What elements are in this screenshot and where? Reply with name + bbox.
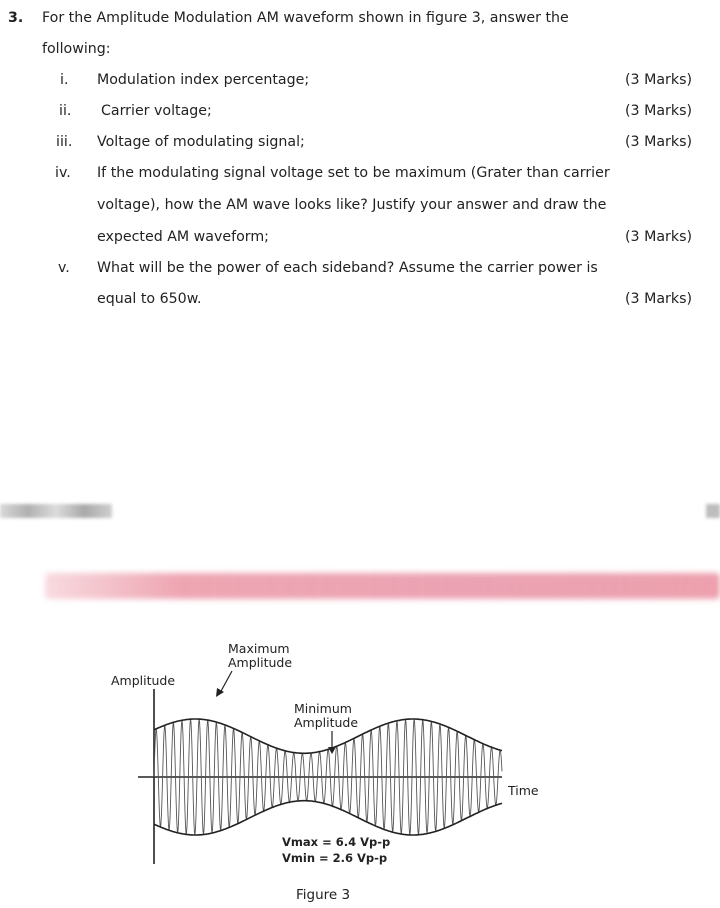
item-i-numeral: i.: [60, 72, 69, 88]
vmax-label: Vmax = 6.4 Vp-p: [282, 835, 391, 849]
item-ii-numeral: ii.: [59, 103, 72, 119]
min-amplitude-label-1: Minimum: [294, 701, 352, 716]
item-v-line2: equal to 650w.: [97, 291, 202, 307]
item-iii-marks: (3 Marks): [625, 134, 692, 150]
question-stem-line1: For the Amplitude Modulation AM waveform shown in figure 3, answer the: [42, 10, 569, 26]
max-arrow-line: [220, 671, 232, 693]
item-iv-numeral: iv.: [55, 165, 71, 181]
min-amplitude-label-2: Amplitude: [294, 715, 359, 730]
redaction-band: [45, 573, 720, 599]
y-axis-label: Amplitude: [111, 673, 176, 688]
item-ii-text: Carrier voltage;: [101, 103, 212, 119]
item-iv-marks: (3 Marks): [625, 229, 692, 245]
item-i-text: Modulation index percentage;: [97, 72, 310, 88]
item-i-marks: (3 Marks): [625, 72, 692, 88]
max-arrow-head: [216, 688, 224, 697]
redaction-gray: [0, 504, 112, 518]
item-v-line1: What will be the power of each sideband? Assume the carrier power is: [97, 260, 598, 276]
vmin-label: Vmin = 2.6 Vp-p: [282, 851, 388, 865]
question-stem-line2: following:: [42, 41, 111, 57]
figure-caption: Figure 3: [296, 887, 351, 903]
redaction-gray-right: [706, 504, 720, 518]
item-v-numeral: v.: [58, 260, 70, 276]
item-iii-numeral: iii.: [56, 134, 73, 150]
max-amplitude-label-2: Amplitude: [228, 655, 293, 670]
lower-envelope: [154, 801, 502, 835]
question-number: 3.: [8, 10, 24, 26]
item-iv-line2: voltage), how the AM wave looks like? Justify your answer and draw the: [97, 197, 607, 213]
item-ii-marks: (3 Marks): [625, 103, 692, 119]
item-iii-text: Voltage of modulating signal;: [97, 134, 305, 150]
max-amplitude-label-1: Maximum: [228, 641, 290, 656]
item-iv-line3: expected AM waveform;: [97, 229, 269, 245]
am-waveform-figure: [0, 600, 720, 908]
item-v-marks: (3 Marks): [625, 291, 692, 307]
x-axis-label: Time: [508, 783, 539, 798]
item-iv-line1: If the modulating signal voltage set to be maximum (Grater than carrier: [97, 165, 610, 181]
